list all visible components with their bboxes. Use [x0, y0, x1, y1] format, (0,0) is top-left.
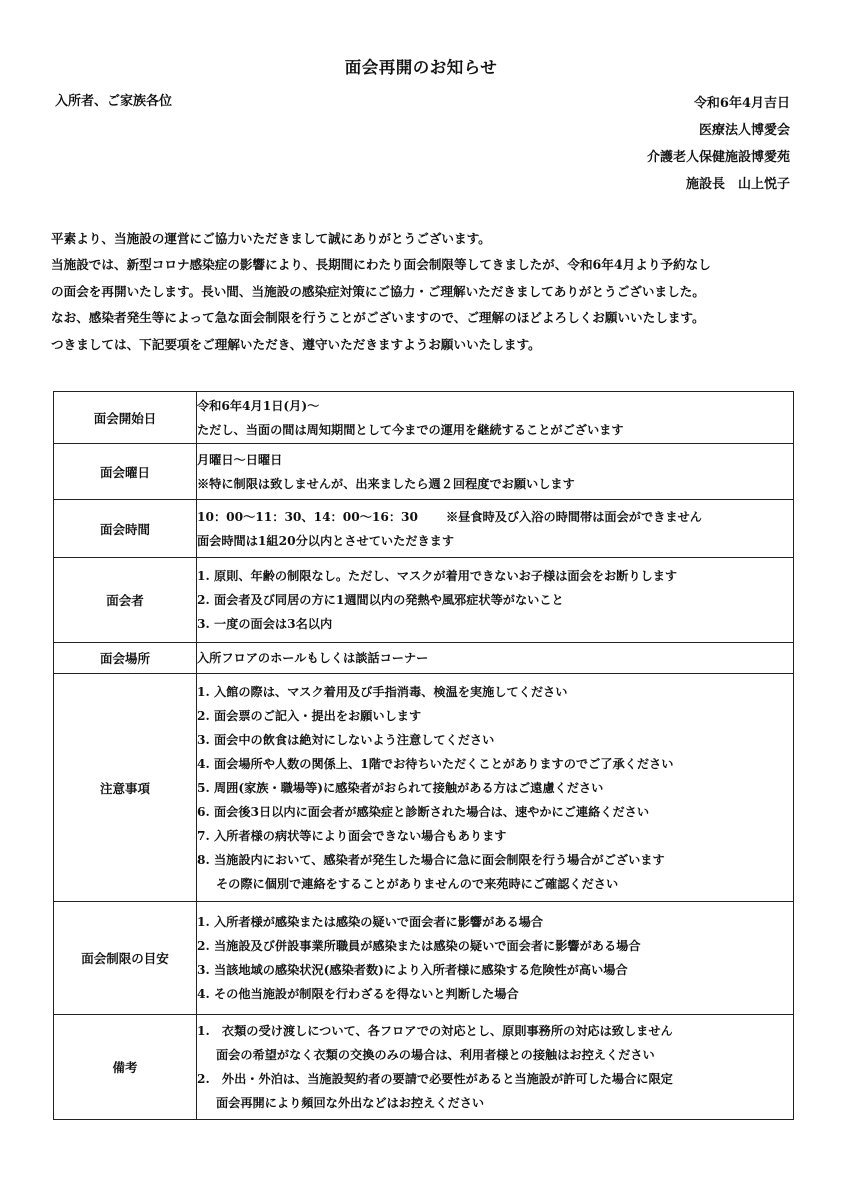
intro-line: つきましては、下記要項をご理解いただき、遵守いただきますようお願いいたします。	[51, 336, 541, 352]
corporation-name: 医療法人博愛会	[698, 123, 790, 138]
row-label-hours: 面会時間	[54, 500, 197, 558]
content-line: 2. 面会者及び同居の方に1週間以内の発熱や風邪症状等がないこと	[197, 593, 564, 607]
table-row	[54, 500, 794, 558]
row-label-restriction: 面会制限の目安	[54, 902, 197, 1015]
row-content-visitors	[197, 558, 794, 643]
content-line: 1. 入所者様が感染または感染の疑いで面会者に影響がある場合	[197, 915, 544, 929]
content-line: その際に個別で連絡をすることがありませんので来苑時にご確認ください	[216, 876, 619, 891]
row-content-notes	[197, 674, 794, 902]
hours-note: ※昼食時及び入浴の時間帯は面会ができません	[446, 509, 702, 524]
director-name: 施設長 山上悦子	[685, 177, 790, 192]
intro-paragraph	[51, 226, 796, 358]
content-line: 3. 一度の面会は3名以内	[197, 617, 333, 631]
intro-line: の面会を再開いたします。長い間、当施設の感染症対策にご協力・ご理解いただきましてありがとうございました。	[51, 283, 705, 299]
row-content-weekdays	[197, 444, 794, 500]
row-label-remarks: 備考	[54, 1015, 197, 1120]
table-row	[54, 392, 794, 444]
visit-info-table	[53, 391, 794, 1120]
document-title: 面会再開のお知らせ	[344, 58, 498, 77]
content-line: 4. その他当施設が制限を行わざるを得ないと判断した場合	[197, 987, 519, 1001]
content-line: 1. 衣類の受け渡しについて、各フロアでの対応とし、原則事務所の対応は致しません	[197, 1024, 673, 1038]
content-line: 令和6年4月1日(月)～	[197, 398, 320, 413]
content-line: 入所フロアのホールもしくは談話コーナー	[197, 651, 429, 665]
facility-name: 介護老人保健施設博愛苑	[646, 150, 790, 165]
content-line: 5. 周囲(家族・職場等)に感染者がおられて接触がある方はご遠慮ください	[197, 780, 604, 795]
row-content-hours	[197, 500, 794, 558]
row-label-weekdays: 面会曜日	[54, 444, 197, 500]
row-content-start-date	[197, 392, 794, 444]
row-label-notes: 注意事項	[54, 674, 197, 902]
content-line: 3. 当該地域の感染状況(感染者数)により入所者様に感染する危険性が高い場合	[197, 963, 628, 977]
content-line: 2. 外出・外泊は、当施設契約者の要請で必要性があると当施設が許可した場合に限定	[197, 1072, 673, 1086]
content-line: 月曜日～日曜日	[197, 452, 283, 467]
content-line: 2. 面会票のご記入・提出をお願いします	[197, 708, 422, 723]
content-line: ※特に制限は致しませんが、出来ましたら週２回程度でお願いします	[197, 476, 575, 491]
intro-line: 平素より、当施設の運営にご協力いただきまして誠にありがとうございます。	[51, 231, 491, 246]
intro-line: 当施設では、新型コロナ感染症の影響により、長期間にわたり面会制限等してきましたが、令和6年4月より予約なし	[51, 257, 711, 273]
content-line: 面会時間は1組20分以内とさせていただきます	[197, 533, 455, 548]
content-line: 面会再開により頻回な外出などはお控えください	[216, 1096, 485, 1110]
content-line	[197, 505, 793, 529]
content-line: 2. 当施設及び併設事業所職員が感染または感染の疑いで面会者に影響がある場合	[197, 939, 641, 953]
row-label-start-date: 面会開始日	[54, 392, 197, 444]
intro-line: なお、感染者発生等によって急な面会制限を行うことがございますので、ご理解のほどよろしくお願いいたします。	[51, 310, 705, 326]
sender-block	[647, 90, 790, 198]
content-line: 3. 面会中の飲食は絶対にしないよう注意してください	[197, 732, 495, 747]
issue-date: 令和6年4月吉日	[693, 96, 790, 111]
recipient-line: 入所者、ご家族各位	[55, 94, 173, 109]
content-line: 8. 当施設内において、感染者が発生した場合に急に面会制限を行う場合がございます	[197, 852, 665, 867]
row-label-place: 面会場所	[54, 643, 197, 674]
content-line: ただし、当面の間は周知期間として今までの運用を継続することがございます	[197, 422, 624, 437]
table-row	[54, 902, 794, 1015]
content-line: 1. 原則、年齢の制限なし。ただし、マスクが着用できないお子様は面会をお断りします	[197, 569, 678, 583]
table-row	[54, 1015, 794, 1120]
content-line: 面会の希望がなく衣類の交換のみの場合は、利用者様との接触はお控えください	[216, 1048, 655, 1062]
content-line: 7. 入所者様の病状等により面会できない場合もあります	[197, 828, 507, 843]
row-content-restriction	[197, 902, 794, 1015]
hours-time: 10：00～11：30、14：00～16：30	[197, 509, 418, 524]
row-content-place	[197, 643, 794, 674]
content-line: 6. 面会後3日以内に面会者が感染症と診断された場合は、速やかにご連絡ください	[197, 804, 650, 819]
table-row	[54, 643, 794, 674]
content-line: 1. 入館の際は、マスク着用及び手指消毒、検温を実施してください	[197, 684, 568, 699]
table-row	[54, 674, 794, 902]
row-content-remarks	[197, 1015, 794, 1120]
row-label-visitors: 面会者	[54, 558, 197, 643]
table-row	[54, 558, 794, 643]
table-row	[54, 444, 794, 500]
content-line: 4. 面会場所や人数の関係上、1階でお待ちいただくことがありますのでご了承ください	[197, 756, 674, 771]
